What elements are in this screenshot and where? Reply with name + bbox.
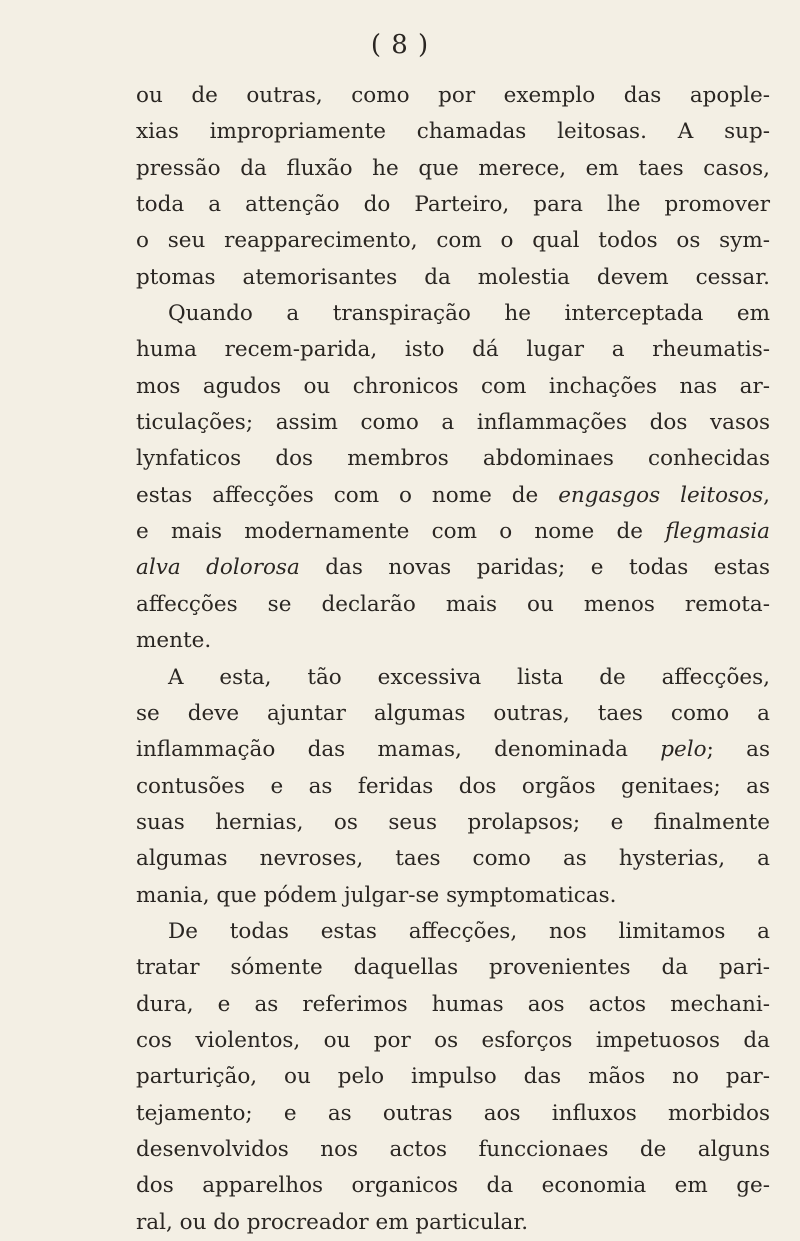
text-segment: A esta, tão excessiva lista de affecções, (168, 664, 770, 690)
text-segment: tratar sómente daquellas provenientes da pari- (136, 955, 770, 981)
text-line (136, 841, 770, 877)
italic-term: flegmasia (665, 519, 770, 545)
text-segment: ptomas atemorisantes da molestia devem cessar. (136, 264, 770, 290)
text-line (136, 1059, 770, 1095)
text-segment: cos violentos, ou por os esforços impetuosos da (136, 1027, 770, 1053)
text-segment: desenvolvidos nos actos funccionaes de alguns (136, 1136, 770, 1162)
text-line (136, 296, 770, 332)
text-line (136, 405, 770, 441)
text-line (136, 441, 770, 477)
text-line (136, 769, 770, 805)
text-line (136, 514, 770, 550)
text-segment: ; as (706, 737, 770, 763)
text-line (136, 550, 770, 586)
text-segment: De todas estas affecções, nos limitamos a (168, 918, 770, 944)
text-segment: lynfaticos dos membros abdominaes conhecidas (136, 446, 770, 472)
text-segment: mos agudos ou chronicos com inchações nas ar- (136, 373, 770, 399)
text-segment: inflammação das mamas, denominada (136, 737, 661, 763)
text-segment: mania, que pódem julgar-se symptomaticas. (136, 882, 617, 908)
text-segment: toda a attenção do Parteiro, para lhe promover (136, 192, 770, 218)
text-segment: Quando a transpiração he interceptada em (168, 301, 770, 327)
text-line (136, 1168, 770, 1204)
text-segment: e mais modernamente com o nome de (136, 519, 666, 545)
text-segment: estas affecções com o nome de (136, 482, 559, 508)
italic-term: pelo (660, 737, 707, 763)
text-line (136, 587, 770, 623)
text-segment: se deve ajuntar algumas outras, taes como a (136, 700, 770, 726)
text-segment: algumas nevroses, taes como as hysterias, a (136, 846, 770, 872)
text-line (136, 187, 770, 223)
text-segment: , (763, 482, 770, 508)
text-segment: o seu reapparecimento, com o qual todos os sym- (136, 228, 770, 254)
text-line (136, 623, 770, 659)
text-line (136, 660, 770, 696)
text-segment: ticulações; assim como a inflammações dos vasos (136, 410, 770, 436)
text-line (136, 478, 770, 514)
text-line (136, 151, 770, 187)
text-line (136, 914, 770, 950)
text-segment: suas hernias, os seus prolapsos; e finalmente (136, 809, 770, 835)
text-segment: huma recem-parida, isto dá lugar a rheumatis- (136, 337, 770, 363)
text-segment: mente. (136, 628, 212, 654)
text-segment: das novas paridas; e todas estas (299, 555, 770, 581)
text-line (136, 696, 770, 732)
text-line (136, 1023, 770, 1059)
text-line (136, 732, 770, 768)
text-segment: xias impropriamente chamadas leitosas. A sup- (136, 119, 770, 145)
text-segment: affecções se declarão mais ou menos remota- (136, 591, 770, 617)
text-line (136, 369, 770, 405)
text-line (136, 950, 770, 986)
italic-term: engasgos leitosos (558, 482, 764, 508)
text-segment: dos apparelhos organicos da economia em ge- (136, 1173, 770, 1199)
text-segment: tejamento; e as outras aos influxos morbidos (136, 1100, 770, 1126)
page-number: ( 8 ) (370, 30, 430, 60)
text-line (136, 1205, 770, 1241)
text-segment: parturição, ou pelo impulso das mãos no par- (136, 1064, 770, 1090)
text-line (136, 332, 770, 368)
text-segment: ou de outras, como por exemplo das apople- (136, 83, 770, 108)
text-line (136, 1132, 770, 1168)
text-line (136, 1096, 770, 1132)
text-line (136, 223, 770, 259)
text-line (136, 260, 770, 296)
text-segment: contusões e as feridas dos orgãos genitaes; as (136, 773, 770, 799)
text-line (136, 805, 770, 841)
text-line (136, 114, 770, 150)
text-segment: dura, e as referimos humas aos actos mechani- (136, 991, 770, 1017)
text-line (136, 78, 770, 114)
text-segment: ral, ou do procreador em particular. (136, 1209, 529, 1235)
italic-term: alva dolorosa (136, 555, 300, 581)
body-text (136, 78, 770, 1241)
text-line (136, 987, 770, 1023)
text-segment: pressão da fluxão he que merece, em taes casos, (136, 155, 770, 181)
text-line (136, 878, 770, 914)
